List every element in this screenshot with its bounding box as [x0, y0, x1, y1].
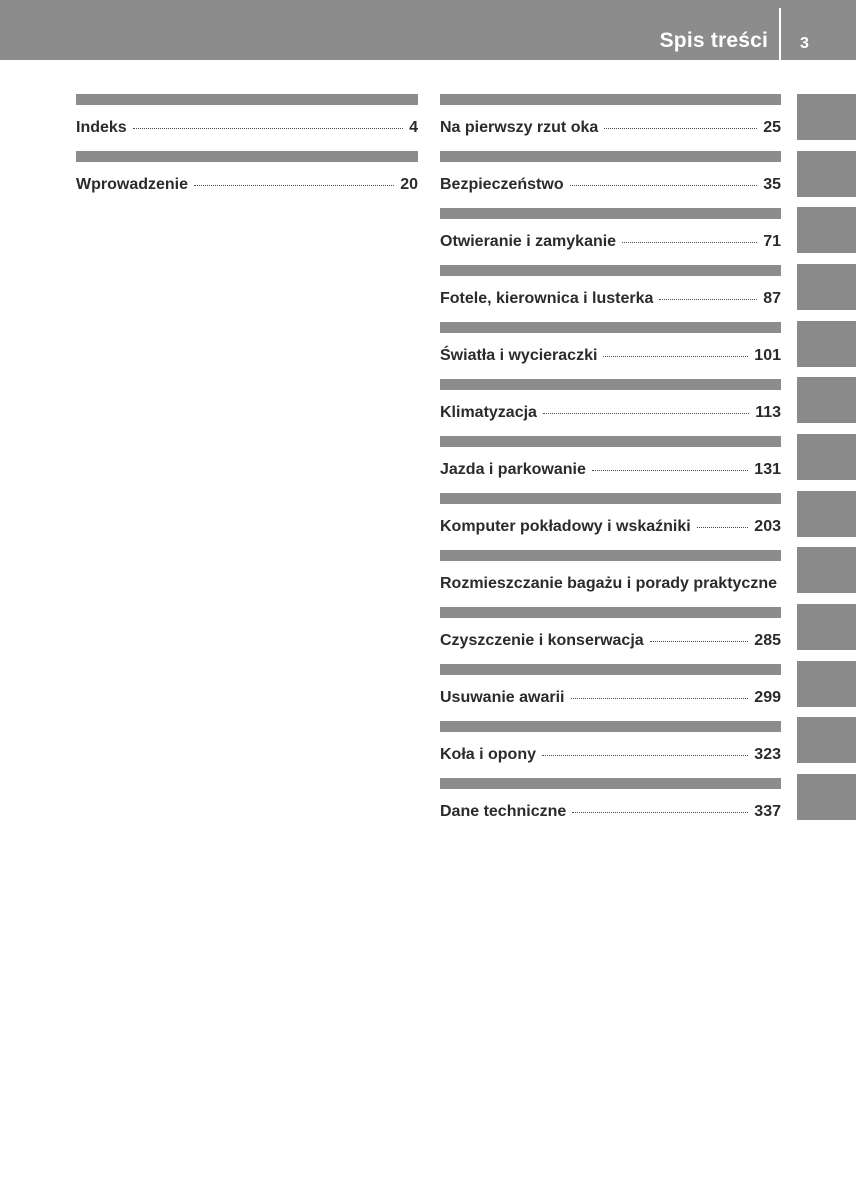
toc-entry[interactable] [440, 550, 781, 607]
toc-entry-title: Dane techniczne [440, 803, 567, 820]
toc-left-column [76, 94, 418, 208]
toc-entry[interactable] [440, 151, 781, 208]
section-bar [440, 436, 781, 447]
header-bar [0, 0, 856, 60]
thumb-tab[interactable] [797, 434, 856, 480]
toc-entry-title: Jazda i parkowanie [440, 461, 586, 478]
section-bar [440, 493, 781, 504]
toc-entry-page: 4 [409, 119, 418, 136]
toc-entry[interactable] [440, 94, 781, 151]
toc-entry-title: Na pierwszy rzut oka [440, 119, 599, 136]
toc-entry[interactable] [440, 208, 781, 265]
section-bar [440, 322, 781, 333]
toc-entry-title: Koła i opony [440, 746, 536, 763]
thumb-tab[interactable] [797, 94, 856, 140]
toc-entry-title: Czyszczenie i konserwacja [440, 632, 644, 649]
leader-dots [571, 686, 749, 699]
leader-dots [542, 743, 748, 756]
toc-entry-page: 299 [754, 689, 781, 706]
thumb-tab[interactable] [797, 321, 856, 367]
toc-entry-title: Bezpieczeństwo [440, 176, 564, 193]
leader-dots [697, 515, 749, 528]
section-bar [440, 94, 781, 105]
toc-entry[interactable] [440, 379, 781, 436]
thumb-tab[interactable] [797, 377, 856, 423]
toc-entry[interactable] [76, 94, 418, 151]
leader-dots [604, 116, 757, 129]
toc-entry[interactable] [440, 607, 781, 664]
leader-dots [572, 800, 748, 813]
toc-entry-title: Fotele, kierownica i lusterka [440, 290, 654, 307]
section-bar [440, 721, 781, 732]
thumb-tab[interactable] [797, 661, 856, 707]
thumb-tab[interactable] [797, 717, 856, 763]
section-bar [76, 94, 418, 105]
section-bar [440, 208, 781, 219]
page-number: 3 [800, 35, 809, 52]
header-divider [779, 8, 781, 60]
toc-entry-page: 337 [754, 803, 781, 820]
thumb-tab[interactable] [797, 774, 856, 820]
leader-dots [133, 116, 403, 129]
toc-entry-page: 323 [754, 746, 781, 763]
thumb-tab[interactable] [797, 547, 856, 593]
thumb-tab[interactable] [797, 491, 856, 537]
leader-dots [650, 629, 749, 642]
toc-entry-page: 35 [763, 176, 781, 193]
toc-entry[interactable] [76, 151, 418, 208]
toc-entry-page: 131 [754, 461, 781, 478]
leader-dots [194, 173, 394, 186]
leader-dots [592, 458, 748, 471]
toc-entry[interactable] [440, 322, 781, 379]
toc-entry-title: Klimatyzacja [440, 404, 537, 421]
toc-entry-page: 203 [754, 518, 781, 535]
page-title: Spis treści [659, 29, 768, 52]
thumb-tab[interactable] [797, 151, 856, 197]
toc-entry-title: Indeks [76, 119, 127, 136]
toc-entry-title: Rozmieszczanie bagażu i porady praktyczne [440, 575, 777, 592]
section-bar [440, 379, 781, 390]
leader-dots [603, 344, 748, 357]
section-bar [440, 550, 781, 561]
toc-entry-title: Otwieranie i zamykanie [440, 233, 617, 250]
toc-entry-page: 101 [754, 347, 781, 364]
toc-entry-title: Wprowadzenie [76, 176, 189, 193]
toc-entry[interactable] [440, 778, 781, 835]
toc-entry[interactable] [440, 436, 781, 493]
leader-dots [622, 230, 757, 243]
toc-entry-page: 113 [755, 404, 781, 421]
toc-entry[interactable] [440, 664, 781, 721]
toc-entry[interactable] [440, 493, 781, 550]
leader-dots [543, 401, 749, 414]
toc-entry[interactable] [440, 721, 781, 778]
toc-entry-page: 87 [763, 290, 781, 307]
toc-entry-page: 285 [754, 632, 781, 649]
section-bar [440, 664, 781, 675]
section-bar [440, 607, 781, 618]
thumb-tab[interactable] [797, 207, 856, 253]
toc-entry-page: 20 [400, 176, 418, 193]
section-bar [440, 265, 781, 276]
toc-entry-page: 25 [763, 119, 781, 136]
leader-dots [659, 287, 757, 300]
thumb-tab[interactable] [797, 604, 856, 650]
toc-entry[interactable] [440, 265, 781, 322]
leader-dots [570, 173, 758, 186]
toc-entry-title: Usuwanie awarii [440, 689, 565, 706]
toc-entry-page: 71 [763, 233, 781, 250]
thumb-tab[interactable] [797, 264, 856, 310]
toc-entry-title: Światła i wycieraczki [440, 347, 598, 364]
toc-right-column [440, 94, 781, 835]
toc-entry-title: Komputer pokładowy i wskaźniki [440, 518, 691, 535]
section-bar [440, 778, 781, 789]
section-bar [76, 151, 418, 162]
section-bar [440, 151, 781, 162]
